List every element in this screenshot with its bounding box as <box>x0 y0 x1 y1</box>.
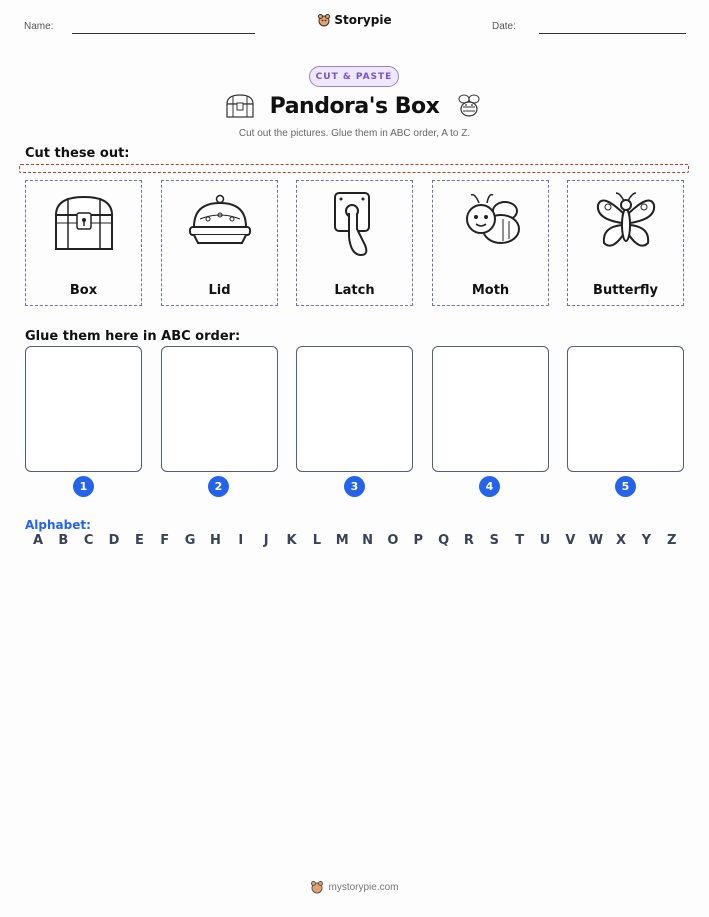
page-title: Pandora's Box <box>269 94 440 119</box>
cut-card-lid[interactable] <box>161 180 278 306</box>
ornate-lid-icon <box>186 189 254 257</box>
alphabet-letter: H <box>209 533 221 548</box>
order-number-1: 1 <box>73 476 94 497</box>
alphabet-letter: P <box>413 533 424 548</box>
alphabet-letter: K <box>286 533 297 548</box>
footer <box>0 880 709 894</box>
alphabet-heading: Alphabet: <box>25 518 91 532</box>
card-label: Latch <box>334 283 375 298</box>
storypie-logo <box>0 13 709 27</box>
alphabet-letter: A <box>32 533 44 548</box>
alphabet-letter: N <box>362 533 373 548</box>
alphabet-letter: J <box>263 533 269 548</box>
butterfly-icon <box>592 189 660 257</box>
cut-card-box[interactable] <box>25 180 142 306</box>
name-field[interactable] <box>72 33 255 34</box>
treasure-chest-icon <box>50 189 118 257</box>
alphabet-letter: W <box>588 533 604 548</box>
alphabet-letter: Y <box>641 533 652 548</box>
cut-line <box>19 164 689 173</box>
name-label: Name: <box>24 21 54 32</box>
alphabet-letter: S <box>489 533 499 548</box>
order-number-2: 2 <box>208 476 229 497</box>
alphabet-letter: M <box>335 533 349 548</box>
alphabet-letter: F <box>160 533 170 548</box>
card-label: Box <box>69 283 98 298</box>
alphabet-letter: Q <box>438 533 450 548</box>
card-label: Lid <box>208 283 231 298</box>
activity-badge: CUT & PASTE <box>309 66 399 87</box>
order-number-4: 4 <box>479 476 500 497</box>
logo-text: Storypie <box>334 13 392 27</box>
alphabet-letter: E <box>134 533 144 548</box>
alphabet-letter: T <box>515 533 525 548</box>
cut-card-moth[interactable] <box>432 180 549 306</box>
alphabet-letter: I <box>238 533 244 548</box>
storypie-mascot-icon <box>317 13 331 27</box>
order-number-5: 5 <box>615 476 636 497</box>
alphabet-letter: U <box>539 533 551 548</box>
glue-box-2[interactable] <box>161 346 278 472</box>
moth-icon <box>457 189 525 257</box>
alphabet-letter: O <box>387 533 399 548</box>
card-label: Butterfly <box>593 283 658 298</box>
cut-card-butterfly[interactable] <box>567 180 684 306</box>
alphabet-letter: G <box>184 533 196 548</box>
glue-section-heading: Glue them here in ABC order: <box>25 329 241 344</box>
date-label: Date: <box>492 21 516 32</box>
cut-section-heading: Cut these out: <box>25 146 130 161</box>
latch-icon <box>321 189 389 257</box>
order-number-3: 3 <box>344 476 365 497</box>
glue-box-4[interactable] <box>432 346 549 472</box>
alphabet-letter: L <box>312 533 321 548</box>
alphabet-letter: X <box>616 533 627 548</box>
glue-box-3[interactable] <box>296 346 413 472</box>
date-field[interactable] <box>539 33 686 34</box>
instructions: Cut out the pictures. Glue them in ABC order, A to Z. <box>238 128 471 139</box>
alphabet-letter: V <box>565 533 576 548</box>
alphabet-letter: D <box>108 533 120 548</box>
alphabet-letter: B <box>58 533 69 548</box>
cut-card-latch[interactable] <box>296 180 413 306</box>
alphabet-letter: Z <box>667 533 677 548</box>
footer-url[interactable]: mystorypie.com <box>328 881 399 893</box>
storypie-mascot-icon <box>310 880 324 894</box>
alphabet-letter: C <box>83 533 94 548</box>
bee-icon <box>454 92 484 120</box>
glue-box-5[interactable] <box>567 346 684 472</box>
alphabet-letter: R <box>463 533 474 548</box>
glue-box-1[interactable] <box>25 346 142 472</box>
card-label: Moth <box>471 283 510 298</box>
